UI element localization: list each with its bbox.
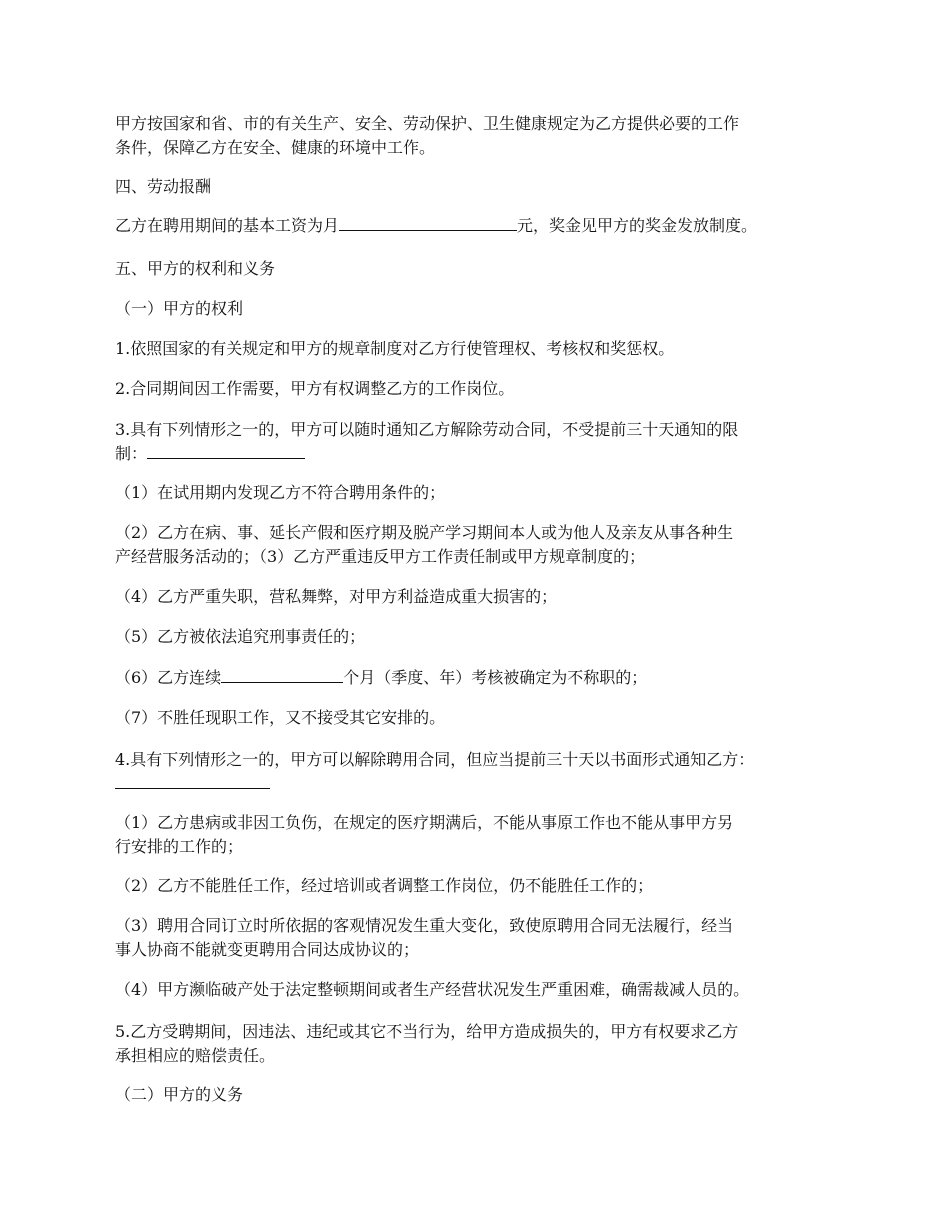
- clause-4-item-3: （3）聘用合同订立时所依据的客观情况发生重大变化，致使原聘用合同无法履行，经当 事人协商不能就变更聘用合同达成协议的；: [115, 916, 734, 959]
- paragraph-basic-salary: 乙方在聘用期间的基本工资为月 元，奖金见甲方的奖金发放制度。: [115, 216, 758, 235]
- clause-5: 5.乙方受聘期间，因违法、违纪或其它不当行为，给甲方造成损失的，甲方有权要求乙方 承担相应的赔偿责任。: [115, 1022, 739, 1065]
- clause-3-item-1: （1）在试用期内发现乙方不符合聘用条件的；: [115, 483, 446, 502]
- clause-1: 1.依照国家的有关规定和甲方的规章制度对乙方行使管理权、考核权和奖惩权。: [115, 339, 675, 358]
- clause-4-item-2: （2）乙方不能胜任工作，经过培训或者调整工作岗位，仍不能胜任工作的；: [115, 876, 654, 895]
- clause-3: 3.具有下列情形之一的，甲方可以随时通知乙方解除劳动合同，不受提前三十天通知的限 制：: [115, 420, 739, 463]
- paragraph-working-conditions: 甲方按国家和省、市的有关生产、安全、劳动保护、卫生健康规定为乙方提供必要的工作 条件，保障乙方在安全、健康的环境中工作。: [115, 114, 740, 157]
- clause-3-item-5: （5）乙方被依法追究刑事责任的；: [115, 627, 366, 646]
- clause-3-item-7: （7）不胜任现职工作，又不接受其它安排的。: [115, 708, 446, 727]
- salary-blank: [339, 214, 517, 231]
- section-heading-remuneration: 四、劳动报酬: [115, 177, 212, 196]
- subheading-party-a-duties: （二）甲方的义务: [115, 1085, 244, 1104]
- clause-3-item-2-3: （2）乙方在病、事、延长产假和医疗期及脱产学习期间本人或为他人及亲友从事各种生 产经营服务活动的；（3）乙方严重违反甲方工作责任制或甲方规章制度的；: [115, 523, 734, 566]
- clause-2: 2.合同期间因工作需要，甲方有权调整乙方的工作岗位。: [115, 379, 515, 398]
- subheading-party-a-rights: （一）甲方的权利: [115, 299, 244, 318]
- clause-3-item-6: （6）乙方连续 个月（季度、年）考核被确定为不称职的；: [115, 668, 648, 687]
- clause-4-item-4: （4）甲方濒临破产处于法定整顿期间或者生产经营状况发生严重困难，确需裁减人员的。: [115, 980, 750, 999]
- months-blank: [221, 666, 343, 683]
- clause-3-item-4: （4）乙方严重失职，营私舞弊，对甲方利益造成重大损害的；: [115, 587, 558, 606]
- clause-4-item-1: （1）乙方患病或非因工负伤，在规定的医疗期满后，不能从事原工作也不能从事甲方另 行安排的工作的；: [115, 813, 734, 856]
- clause-4-blank: [115, 772, 270, 789]
- section-heading-rights-duties: 五、甲方的权利和义务: [115, 259, 276, 278]
- clause-3-blank: [147, 442, 305, 459]
- clause-4: 4.具有下列情形之一的，甲方可以解除聘用合同，但应当提前三十天以书面形式通知乙方：: [115, 748, 840, 796]
